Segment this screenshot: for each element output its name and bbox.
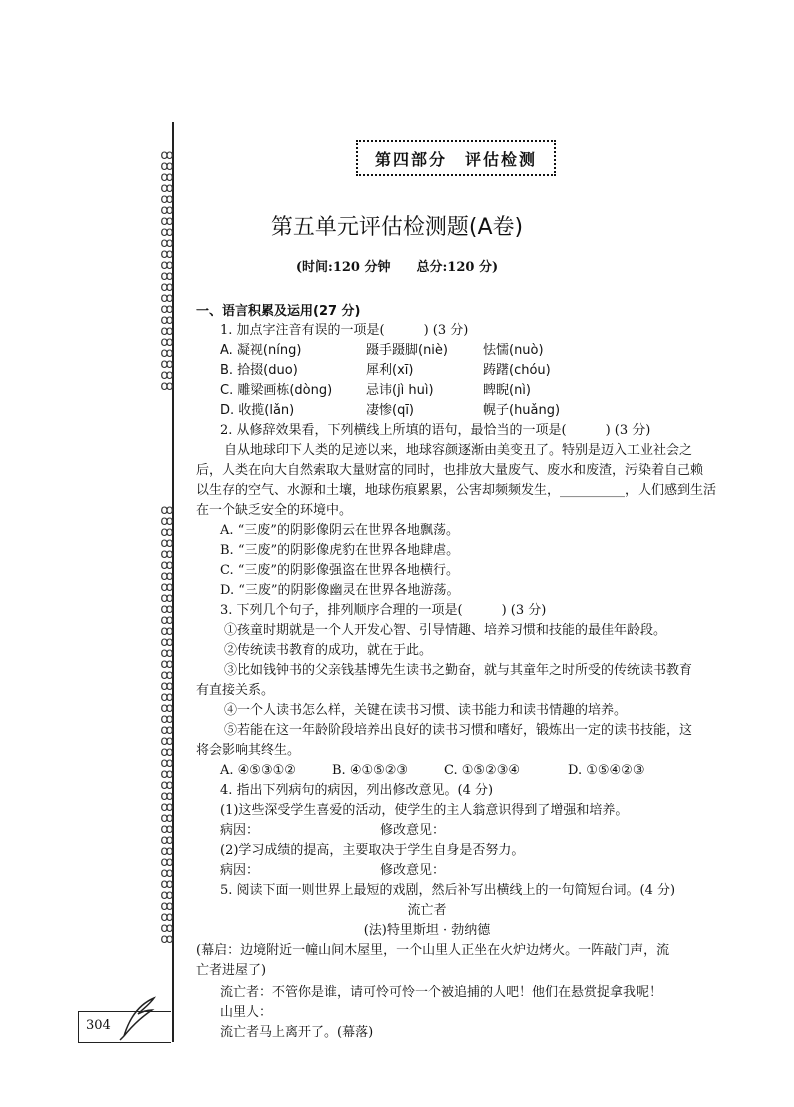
q1-c-2: 忌讳(jì huì) [366,383,434,398]
q3-option-b: B. ④①⑤②③ [332,763,409,778]
q4-sentence-2: (2)学习成绩的提高，主要取决于学生自身是否努力。 [220,843,525,858]
play-line-2: 亡者进屋了) [196,963,267,978]
q3-option-a: A. ④⑤③①② [220,763,296,778]
q3-item-3-cont: 有直接关系。 [196,683,275,698]
play-line-5: 流亡者马上离开了。(幕落) [220,1025,374,1040]
q1-a-1: A. 凝视(níng) [220,343,302,358]
q2-passage-1: 自从地球印下人类的足迹以来，地球容颜逐渐由美变丑了。特别是迈入工业社会之 [224,443,693,458]
q2-option-d: D. “三废”的阴影像幽灵在世界各地游荡。 [220,583,460,598]
q3-item-2: ②传统读书教育的成功，就在于此。 [224,643,433,658]
q1-stem: 1. 加点字注音有误的一项是( ) (3 分) [220,323,469,338]
section-label: 第四部分 评估检测 [356,140,556,176]
q2-passage-3: 以生存的空气、水源和土壤，地球伤痕累累，公害却频频发生，__________，人们感到生活 [196,483,717,498]
q2-option-a: A. “三废”的阴影像阴云在世界各地飘荡。 [220,523,459,538]
exam-info: (时间:120 分钟 总分:120 分) [295,260,499,275]
play-line-1: (幕启：边境附近一幢山间木屋里，一个山里人正坐在火炉边烤火。一阵敲门声，流 [196,943,670,958]
q2-passage-2: 后，人类在向大自然索取大量财富的同时，也排放大量废气、废水和废渣，污染着自己赖 [196,463,704,478]
q1-b-2: 犀利(xī) [366,363,414,378]
q3-option-d: D. ①⑤④②③ [568,763,645,778]
page-number: 304 [86,1018,111,1033]
margin-ornament-bottom: ꝏ ꝏ ꝏ ꝏ ꝏ ꝏ ꝏ ꝏ ꝏ ꝏ ꝏ ꝏ ꝏ ꝏ ꝏ ꝏ ꝏ ꝏ ꝏ ꝏ ꝏ ꝏ ꝏ ꝏ ꝏ ꝏ ꝏ ꝏ ꝏ ꝏ ꝏ ꝏ ꝏ ꝏ ꝏ ꝏ ꝏ ꝏ ꝏ ꝏ [160,503,172,947]
q4-sentence-1: (1)这些深受学生喜爱的活动，使学生的主人翁意识得到了增强和培养。 [220,803,629,818]
q4-cause-1: 病因： [220,823,260,838]
q1-c-3: 睥睨(nì) [483,383,531,398]
q3-item-1: ①孩童时期就是一个人开发心智、引导情趣、培养习惯和技能的最佳年龄段。 [224,623,667,638]
q3-item-4: ④一个人读书怎么样，关键在读书习惯、读书能力和读书情趣的培养。 [224,703,628,718]
q1-a-2: 蹑手蹑脚(niè) [366,343,448,358]
q4-cause-2: 病因： [220,863,260,878]
play-line-4: 山里人： [220,1005,273,1020]
play-title: 流亡者 [407,903,447,918]
part1-heading: 一、语言积累及运用(27 分) [196,304,361,319]
q2-option-b: B. “三废”的阴影像虎豹在世界各地肆虐。 [220,543,460,558]
q4-fix-2: 修改意见： [380,863,446,878]
q2-option-c: C. “三废”的阴影像强盗在世界各地横行。 [220,563,460,578]
play-line-3: 流亡者：不管你是谁，请可怜可怜一个被追捕的人吧！他们在悬赏捉拿我呢！ [220,985,663,1000]
q1-d-1: D. 收揽(lǎn) [220,403,295,418]
q3-item-5: ⑤若能在这一年龄阶段培养出良好的读书习惯和嗜好，锻炼出一定的读书技能，这 [224,723,693,738]
q3-item-3: ③比如钱钟书的父亲钱基博先生读书之勤奋，就与其童年之时所受的传统读书教育 [224,663,693,678]
q3-option-c: C. ①⑤②③④ [444,763,521,778]
margin-ornament-top: ꝏ ꝏ ꝏ ꝏ ꝏ ꝏ ꝏ ꝏ ꝏ ꝏ ꝏ ꝏ ꝏ ꝏ ꝏ ꝏ ꝏ ꝏ ꝏ ꝏ ꝏ ꝏ [160,148,172,394]
quill-icon [118,996,158,1042]
q5-stem: 5. 阅读下面一则世界上最短的戏剧，然后补写出横线上的一句简短台词。(4 分) [220,883,676,898]
q1-b-1: B. 拾掇(duo) [220,363,298,378]
q4-stem: 4. 指出下列病句的病因，列出修改意见。(4 分) [220,783,494,798]
q2-stem: 2. 从修辞效果看，下列横线上所填的语句，最恰当的一项是( ) (3 分) [220,423,651,438]
q1-d-3: 幌子(huǎng) [483,403,561,418]
q4-fix-1: 修改意见： [380,823,446,838]
q1-a-3: 怯懦(nuò) [483,343,544,358]
q1-c-1: C. 雕梁画栋(dòng) [220,383,333,398]
play-author: (法)特里斯坦 · 勃纳德 [363,923,491,938]
page-title: 第五单元评估检测题(A卷) [270,215,524,240]
q3-stem: 3. 下列几个句子，排列顺序合理的一项是( ) (3 分) [220,603,547,618]
q2-passage-4: 在一个缺乏安全的环境中。 [196,503,353,518]
q1-d-2: 凄惨(qī) [366,403,415,418]
q1-b-3: 踌躇(chóu) [483,363,551,378]
q3-item-5-cont: 将会影响其终生。 [196,743,301,758]
